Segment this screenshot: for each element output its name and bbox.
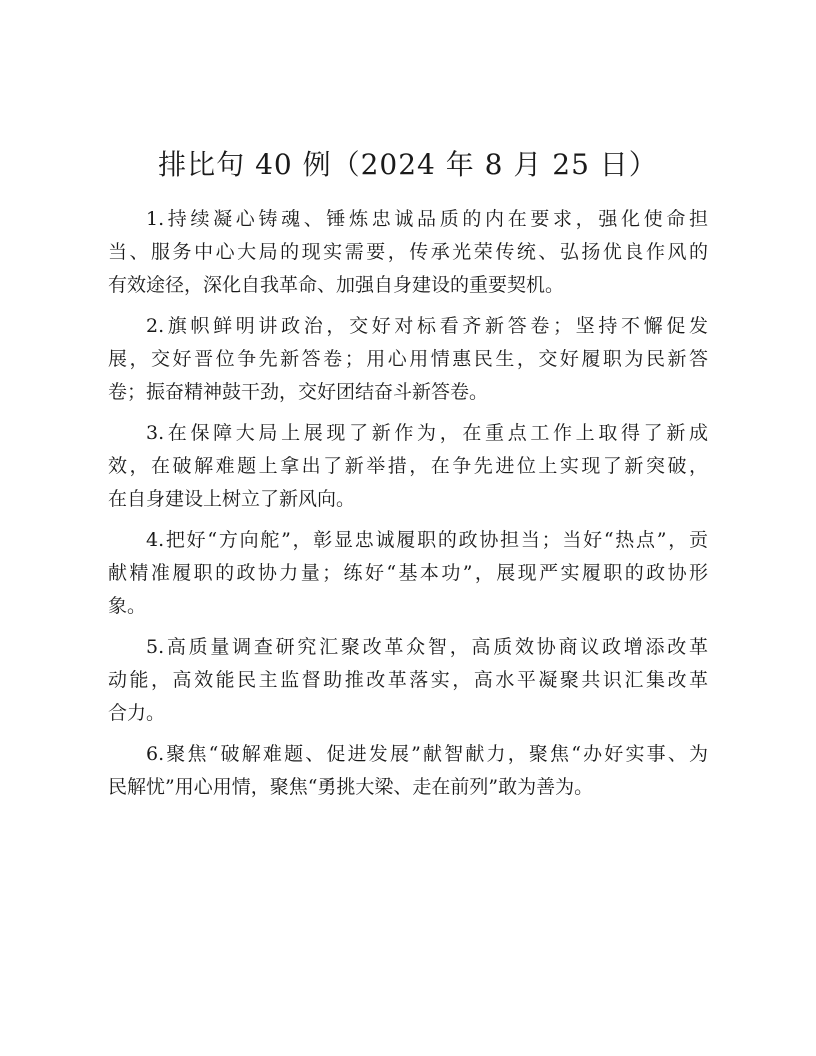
paragraph-line: 当、服务中心大局的现实需要，传承光荣传统、弘扬优良作风的 xyxy=(108,241,708,263)
paragraph-line: 展，交好晋位争先新答卷；用心用情惠民生，交好履职为民新答 xyxy=(108,348,708,370)
paragraph-1 xyxy=(108,203,708,302)
paragraph-line: 3.在保障大局上展现了新作为，在重点工作上取得了新成 xyxy=(146,422,708,444)
paragraph-6 xyxy=(108,738,708,804)
paragraph-5 xyxy=(108,631,708,730)
paragraph-line: 动能，高效能民主监督助推改革落实，高水平凝聚共识汇集改革 xyxy=(108,669,708,691)
paragraph-3 xyxy=(108,417,708,516)
paragraph-4 xyxy=(108,524,708,623)
paragraph-line: 4.把好“方向舵”，彰显忠诚履职的政协担当；当好“热点”，贡 xyxy=(146,529,708,551)
paragraph-line: 效，在破解难题上拿出了新举措，在争先进位上实现了新突破， xyxy=(108,455,708,477)
paragraph-line: 有效途径，深化自我革命、加强自身建设的重要契机。 xyxy=(108,274,565,296)
paragraph-2 xyxy=(108,310,708,409)
document-body xyxy=(108,203,708,812)
paragraph-line: 合力。 xyxy=(108,702,166,724)
paragraph-line: 1.持续凝心铸魂、锤炼忠诚品质的内在要求，强化使命担 xyxy=(146,208,708,230)
paragraph-line: 象。 xyxy=(108,595,147,617)
document-title: 排比句 40 例（2024 年 8 月 25 日） xyxy=(158,148,658,181)
paragraph-line: 民解忧”用心用情，聚焦“勇挑大梁、走在前列”敢为善为。 xyxy=(108,776,594,798)
paragraph-line: 2.旗帜鲜明讲政治，交好对标看齐新答卷；坚持不懈促发 xyxy=(146,315,708,337)
paragraph-line: 在自身建设上树立了新风向。 xyxy=(108,488,356,510)
paragraph-line: 卷；振奋精神鼓干劲，交好团结奋斗新答卷。 xyxy=(108,381,489,403)
paragraph-line: 献精准履职的政协力量；练好“基本功”，展现严实履职的政协形 xyxy=(108,562,708,584)
paragraph-line: 6.聚焦“破解难题、促进发展”献智献力，聚焦“办好实事、为 xyxy=(146,743,708,765)
paragraph-line: 5.高质量调查研究汇聚改革众智，高质效协商议政增添改革 xyxy=(146,636,708,658)
